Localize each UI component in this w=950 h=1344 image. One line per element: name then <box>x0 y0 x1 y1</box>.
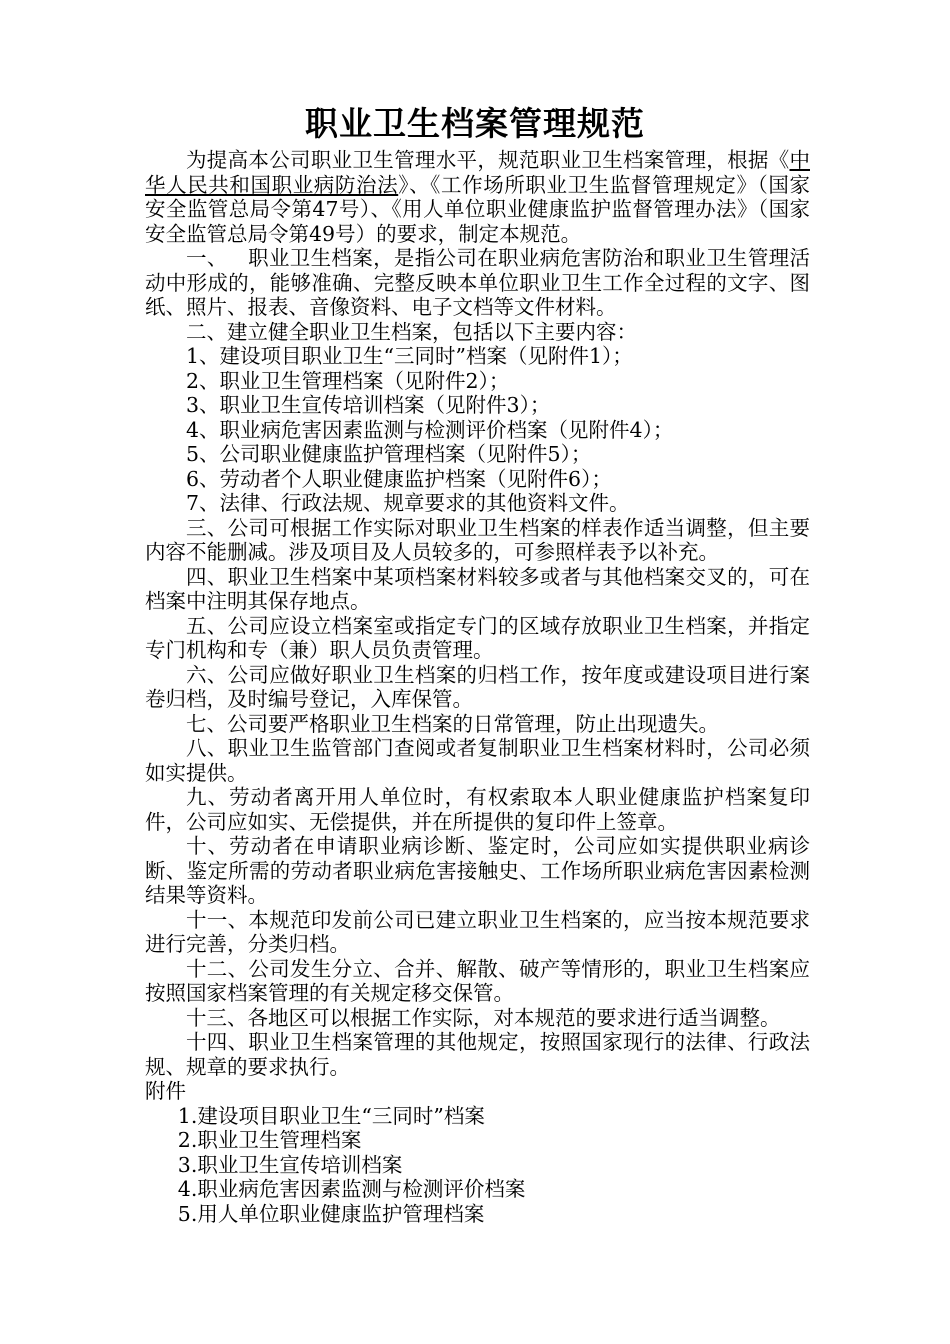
article-5: 五、公司应设立档案室或指定专门的区域存放职业卫生档案，并指定专门机构和专（兼）职人员负责管理。 <box>145 613 810 662</box>
article-10: 十、劳动者在申请职业病诊断、鉴定时，公司应如实提供职业病诊断、鉴定所需的劳动者职业病危害接触史、工作场所职业病危害因素检测结果等资料。 <box>145 834 810 907</box>
annex-item: 1.建设项目职业卫生“三同时”档案 <box>177 1103 485 1128</box>
annex-item: 2.职业卫生管理档案 <box>177 1128 362 1152</box>
annex-item: 4.职业病危害因素监测与检测评价档案 <box>177 1177 526 1201</box>
article-9: 九、劳动者离开用人单位时，有权索取本人职业健康监护档案复印件，公司应如实、无偿提供，并在所提供的复印件上签章。 <box>145 785 810 834</box>
law-reference-link[interactable]: 中华人民共和国职业病防治法 <box>145 148 810 197</box>
document-title: 职业卫生档案管理规范 <box>305 104 645 143</box>
annex-item: 5.用人单位职业健康监护管理档案 <box>177 1201 485 1226</box>
annex-item: 3.职业卫生宣传培训档案 <box>177 1152 403 1177</box>
article-13: 十三、各地区可以根据工作实际，对本规范的要求进行适当调整。 <box>186 1005 781 1030</box>
list-item: 1、建设项目职业卫生“三同时”档案（见附件1）； <box>186 344 633 368</box>
list-item: 6、劳动者个人职业健康监护档案（见附件6）； <box>186 466 612 491</box>
article-7: 七、公司要严格职业卫生档案的日常管理，防止出现遗失。 <box>186 711 719 736</box>
list-item: 2、职业卫生管理档案（见附件2）； <box>186 368 510 393</box>
intro-text-end: 》、《工作场所职业卫生监督管理规定》（国家安全监管总局令第47号）、《用人单位职业健康监护监督管理办法》（国家安全监管总局令第49号）的要求，制定本规范。 <box>145 172 810 246</box>
article-12: 十二、公司发生分立、合并、解散、破产等情形的，职业卫生档案应按照国家档案管理的有关规定移交保管。 <box>145 956 810 1005</box>
article-2-heading: 二、建立健全职业卫生档案，包括以下主要内容： <box>186 319 637 344</box>
article-8: 八、职业卫生监管部门查阅或者复制职业卫生档案材料时，公司必须如实提供。 <box>145 736 810 785</box>
list-item: 7、法律、行政法规、规章要求的其他资料文件。 <box>186 491 630 515</box>
list-item: 4、职业病危害因素监测与检测评价档案（见附件4）； <box>186 417 674 442</box>
annex-heading: 附件 <box>145 1079 186 1103</box>
article-4: 四、职业卫生档案中某项档案材料较多或者与其他档案交叉的，可在档案中注明其保存地点。 <box>145 564 810 613</box>
list-item: 5、公司职业健康监护管理档案（见附件5）； <box>186 442 592 466</box>
article-1: 一、 职业卫生档案，是指公司在职业病危害防治和职业卫生管理活动中形成的，能够准确、完整反映本单位职业卫生工作全过程的文字、图纸、照片、报表、音像资料、电子文档等文件材料。 <box>145 246 810 319</box>
article-3: 三、公司可根据工作实际对职业卫生档案的样表作适当调整，但主要内容不能删减。涉及项目及人员较多的，可参照样表予以补充。 <box>145 515 810 564</box>
article-11: 十一、本规范印发前公司已建立职业卫生档案的，应当按本规范要求进行完善，分类归档。 <box>145 907 810 956</box>
article-6: 六、公司应做好职业卫生档案的归档工作，按年度或建设项目进行案卷归档，及时编号登记，入库保管。 <box>145 662 810 711</box>
intro-paragraph <box>145 148 810 246</box>
document-body <box>145 148 810 1226</box>
article-14: 十四、职业卫生档案管理的其他规定，按照国家现行的法律、行政法规、规章的要求执行。 <box>145 1030 810 1079</box>
list-item: 3、职业卫生宣传培训档案（见附件3）； <box>186 393 551 417</box>
intro-text-start: 为提高本公司职业卫生管理水平，规范职业卫生档案管理，根据《 <box>186 148 790 172</box>
